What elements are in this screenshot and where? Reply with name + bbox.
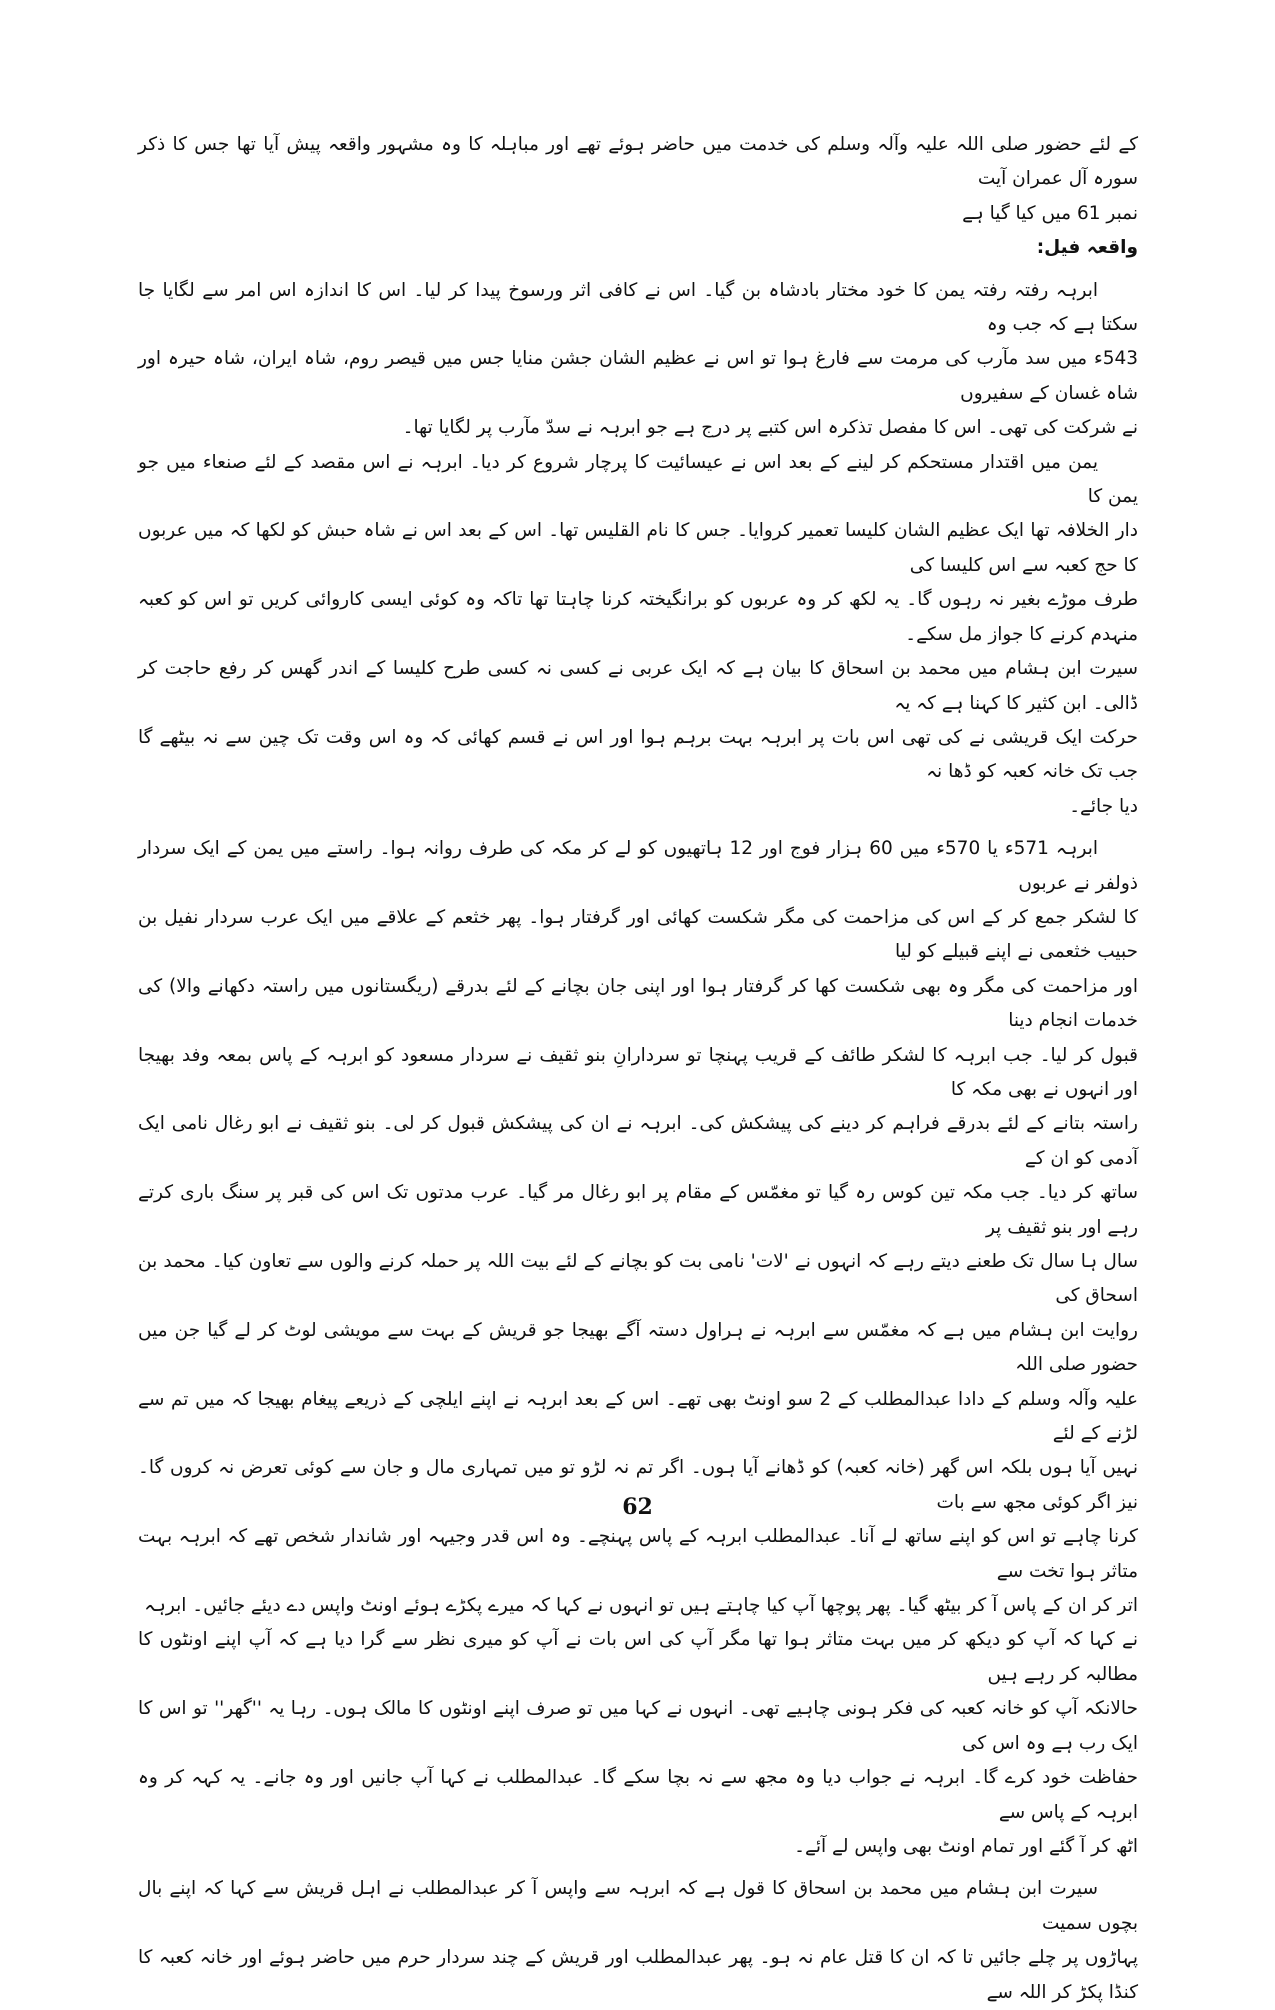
text-line: روایت ابن ہشام میں ہے کہ مغمّس سے ابرہہ نے ہراول دستہ آگے بھیجا جو قریش کے بہت سے مویشی لوٹ کر لے گیا جن میں حضور صلی اللہ — [138, 1319, 1138, 1376]
text-line: کے لئے حضور صلی اللہ علیہ وآلہ وسلم کی خدمت میں حاضر ہوئے تھے اور مباہلہ کا وہ مشہور واقعہ پیش آیا تھا جس کا ذکر سورہ آل عمران آیت — [138, 134, 1138, 190]
text-line: سیرت ابن ہشام میں محمد بن اسحاق کا قول ہے کہ ابرہہ سے واپس آ کر عبدالمطلب نے اہل قریش سے کہا کہ اپنے بال بچوں سمیت — [138, 1878, 1138, 1934]
text-line: طرف موڑے بغیر نہ رہوں گا۔ یہ لکھ کر وہ عربوں کو برانگیختہ کرنا چاہتا تھا تاکہ وہ کوئی ایسی کاروائی کریں تو اس کو کعبہ منہدم کرنے کا جواز مل سکے۔ — [138, 589, 1138, 645]
text-line: سال ہا سال تک طعنے دیتے رہے کہ انہوں نے 'لات' نامی بت کو بچانے کے لئے بیت اللہ پر حملہ کرنے والوں سے تعاون کیا۔ محمد بن اسحاق کی — [138, 1251, 1138, 1307]
text-line: کا لشکر جمع کر کے اس کی مزاحمت کی مگر شکست کھائی اور گرفتار ہوا۔ پھر خثعم کے علاقے میں ایک عرب سردار نفیل بن حبیب خثعمی نے اپنے قبیلے کو لیا — [138, 906, 1138, 963]
section-heading: واقعہ فیل: — [1036, 237, 1138, 259]
text-line: دار الخلافہ تھا ایک عظیم الشان کلیسا تعمیر کروایا۔ جس کا نام القلیس تھا۔ اس کے بعد اس نے شاہ حبش کو لکھا کہ میں عربوں کا حج کعبہ سے اس کلیسا کی — [138, 520, 1138, 576]
text-line: حالانکہ آپ کو خانہ کعبہ کی فکر ہونی چاہیے تھی۔ انہوں نے کہا میں تو صرف اپنے اونٹوں کا مالک ہوں۔ رہا یہ ''گھر'' تو اس کا ایک رب ہے وہ اس کی — [138, 1698, 1138, 1754]
text-line: حفاظت خود کرے گا۔ ابرہہ نے جواب دیا وہ مجھ سے نہ بچا سکے گا۔ عبدالمطلب نے کہا آپ جانیں اور وہ جانے۔ یہ کہہ کر وہ ابرہہ کے پاس سے — [138, 1767, 1138, 1823]
text-line: ساتھ کر دیا۔ جب مکہ تین کوس رہ گیا تو مغمّس کے مقام پر ابو رغال مر گیا۔ عرب مدتوں تک اس کی قبر پر سنگ باری کرتے رہے اور بنو ثقیف پر — [138, 1182, 1138, 1238]
paragraph-gap — [138, 824, 1138, 832]
text-line: راستہ بتانے کے لئے بدرقے فراہم کر دینے کی پیشکش کی۔ ابرہہ نے ان کی پیشکش قبول کر لی۔ بنو ثقیف نے ابو رغال نامی ایک آدمی کو ان کے — [138, 1113, 1138, 1169]
text-line: نہیں آیا ہوں بلکہ اس گھر (خانہ کعبہ) کو ڈھانے آیا ہوں۔ اگر تم نہ لڑو تو میں تمہاری مال و جان سے کوئی تعرض نہ کروں گا۔ نیز اگر کوئی مجھ سے بات — [138, 1457, 1138, 1513]
text-line: نے شرکت کی تھی۔ اس کا مفصل تذکرہ اس کتبے پر درج ہے جو ابرہہ نے سدّ مآرب پر لگایا تھا۔ — [402, 417, 1138, 439]
text-line: اتر کر ان کے پاس آ کر بیٹھ گیا۔ پھر پوچھا آپ کیا چاہتے ہیں تو انہوں نے کہا کہ میرے پکڑے ہوئے اونٹ واپس دے دیئے جائیں۔ ابرہہ — [144, 1595, 1138, 1617]
text-line: حرکت ایک قریشی نے کی تھی اس بات پر ابرہہ بہت برہم ہوا اور اس نے قسم کھائی کہ وہ اس وقت تک چین سے نہ بیٹھے گا جب تک خانہ کعبہ کو ڈھا نہ — [138, 726, 1138, 783]
text-line: قبول کر لیا۔ جب ابرہہ کا لشکر طائف کے قریب پہنچا تو سردارانِ بنو ثقیف نے سردار مسعود کو ابرہہ کے پاس بمعہ وفد بھیجا اور انہوں نے بھی مکہ کا — [138, 1044, 1138, 1100]
text-line: اٹھ کر آ گئے اور تمام اونٹ بھی واپس لے آئے۔ — [794, 1835, 1138, 1857]
text-line: ابرہہ 571ء یا 570ء میں 60 ہزار فوج اور 12 ہاتھیوں کو لے کر مکہ کی طرف روانہ ہوا۔ راستے میں یمن کے ایک سردار ذولفر نے عربوں — [138, 838, 1138, 894]
text-line: دیا جائے۔ — [1069, 795, 1138, 817]
text-line: اور مزاحمت کی مگر وہ بھی شکست کھا کر گرفتار ہوا اور اپنی جان بچانے کے لئے بدرقے (ریگستانوں میں راستہ دکھانے والا) کی خدمات انجام دینا — [138, 975, 1138, 1032]
text-line: ابرہہ رفتہ رفتہ یمن کا خود مختار بادشاہ بن گیا۔ اس نے کافی اثر ورسوخ پیدا کر لیا۔ اس کا اندازہ اس امر سے لگایا جا سکتا ہے کہ جب وہ — [138, 279, 1138, 336]
text-line: علیہ وآلہ وسلم کے دادا عبدالمطلب کے 2 سو اونٹ بھی تھے۔ اس کے بعد ابرہہ نے اپنے ایلچی کے ذریعے پیغام بھیجا کہ میں تم سے لڑنے کے لئے — [138, 1388, 1139, 1445]
text-line: نے کہا کہ آپ کو دیکھ کر میں بہت متاثر ہوا تھا مگر آپ کی اس بات نے آپ کو میری نظر سے گرا دیا ہے کہ آپ اپنے اونٹوں کا مطالبہ کر رہے ہیں — [138, 1629, 1138, 1685]
text-line: یمن میں اقتدار مستحکم کر لینے کے بعد اس نے عیسائیت کا پرچار شروع کر دیا۔ ابرہہ نے اس مقصد کے لئے صنعاء میں جو یمن کا — [138, 451, 1138, 508]
document-page-body — [138, 128, 1138, 2010]
text-line: سیرت ابن ہشام میں محمد بن اسحاق کا بیان ہے کہ ایک عربی نے کسی نہ کسی طرح کلیسا کے اندر گھس کر رفع حاجت کر ڈالی۔ ابن کثیر کا کہنا ہے کہ یہ — [138, 658, 1138, 714]
page-number: 62 — [622, 1494, 653, 1520]
text-line: پہاڑوں پر چلے جائیں تا کہ ان کا قتل عام نہ ہو۔ پھر عبدالمطلب اور قریش کے چند سردار حرم میں حاضر ہوئے اور خانہ کعبہ کا کنڈا پکڑ کر اللہ سے — [138, 1947, 1138, 2003]
paragraph-gap — [138, 1864, 1138, 1872]
text-line: 543ء میں سد مآرب کی مرمت سے فارغ ہوا تو اس نے عظیم الشان جشن منایا جس میں قیصر روم، شاہ ایران، شاہ حیرہ اور شاہ غسان کے سفیروں — [138, 348, 1138, 404]
text-line: کرنا چاہے تو اس کو اپنے ساتھ لے آنا۔ عبدالمطلب ابرہہ کے پاس پہنچے۔ وہ اس قدر وجیہہ اور شاندار شخص تھے کہ ابرہہ بہت متاثر ہوا تخت سے — [138, 1526, 1138, 1582]
paragraph-gap — [138, 266, 1138, 274]
text-line: نمبر 61 میں کیا گیا ہے — [962, 202, 1138, 224]
